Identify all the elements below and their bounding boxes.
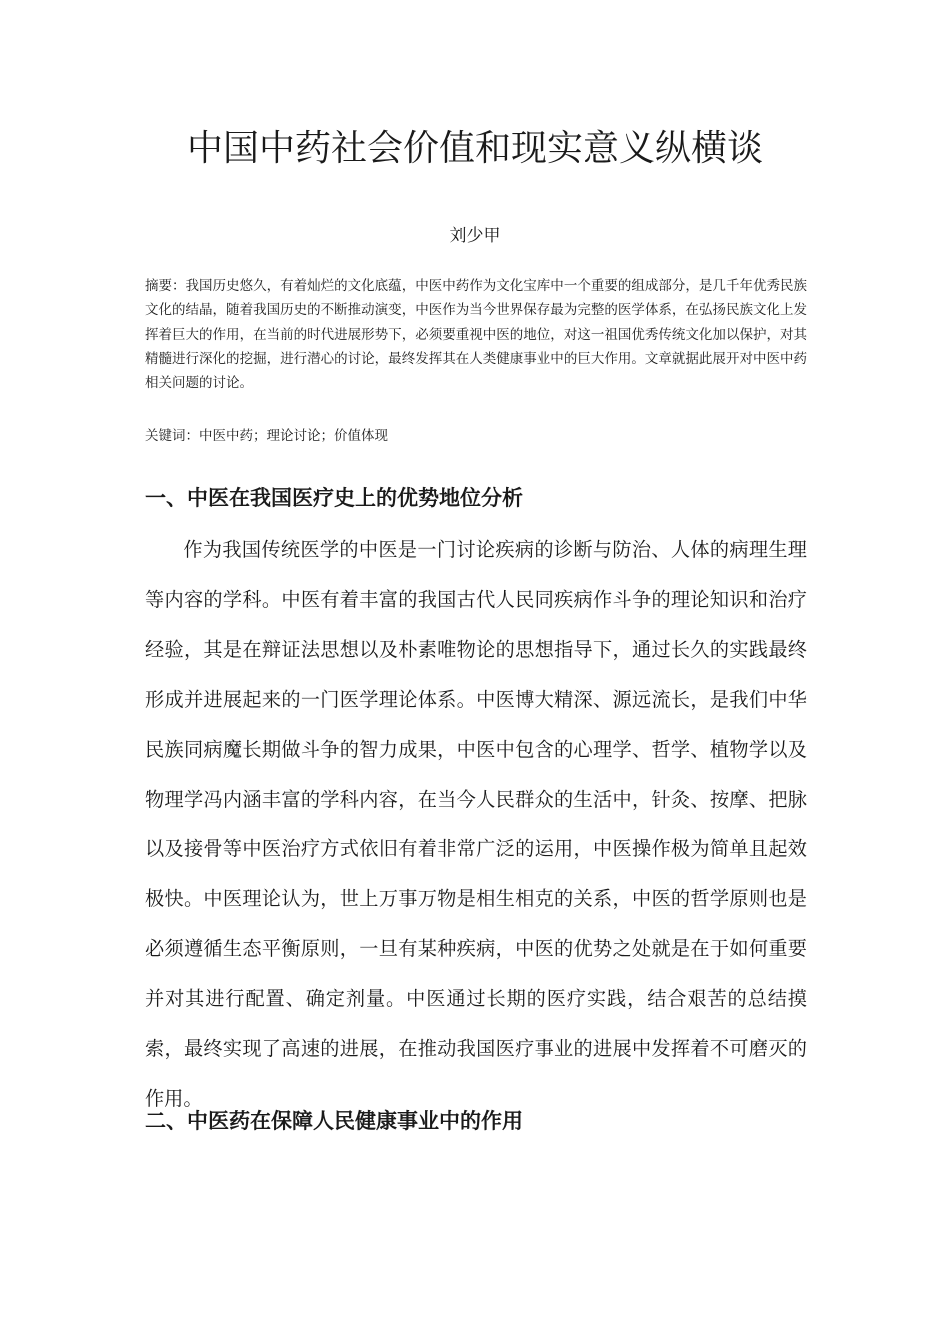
abstract-text: 我国历史悠久，有着灿烂的文化底蕴，中医中药作为文化宝库中一个重要的组成部分，是几千年优秀民族文化的结晶，随着我国历史的不断推动演变，中医作为当今世界保存最为完整的医学体系，在弘扬民族文化上发挥着巨大的作用，在当前的时代进展形势下，必须要重视中医的地位，对这一祖国优秀传统文化加以保护，对其精髓进行深化的挖掘，进行潜心的讨论，最终发挥其在人类健康事业中的巨大作用。文章就据此展开对中医中药相关问题的讨论。 (145, 278, 807, 392)
abstract (145, 274, 807, 395)
abstract-label: 摘要： (145, 278, 186, 294)
author-name: 刘少甲 (449, 226, 501, 246)
keywords-text: 中医中药；理论讨论；价值体现 (199, 428, 388, 444)
paper-title: 中国中药社会价值和现实意义纵横谈 (186, 128, 763, 169)
keywords-label: 关键词： (145, 428, 199, 444)
keywords (145, 424, 807, 448)
section-1-heading: 一、中医在我国医疗史上的优势地位分析 (145, 486, 523, 510)
section-1-paragraph: 作为我国传统医学的中医是一门讨论疾病的诊断与防治、人体的病理生理等内容的学科。中医有着丰富的我国古代人民同疾病作斗争的理论知识和治疗经验，其是在辩证法思想以及朴素唯物论的思想指导下，通过长久的实践最终形成并进展起来的一门医学理论体系。中医博大精深、源远流长，是我们中华民族同病魔长期做斗争的智力成果，中医中包含的心理学、哲学、植物学以及物理学冯内涵丰富的学科内容，在当今人民群众的生活中，针灸、按摩、把脉以及接骨等中医治疗方式依旧有着非常广泛的运用，中医操作极为简单且起效极快。中医理论认为，世上万事万物是相生相克的关系，中医的哲学原则也是必须遵循生态平衡原则，一旦有某种疾病，中医的优势之处就是在于如何重要并对其进行配置、确定剂量。中医通过长期的医疗实践，结合艰苦的总结摸索，最终实现了高速的进展，在推动我国医疗事业的进展中发挥着不可磨灭的作用。 (145, 538, 807, 1110)
section-2-heading: 二、中医药在保障人民健康事业中的作用 (145, 1109, 523, 1133)
